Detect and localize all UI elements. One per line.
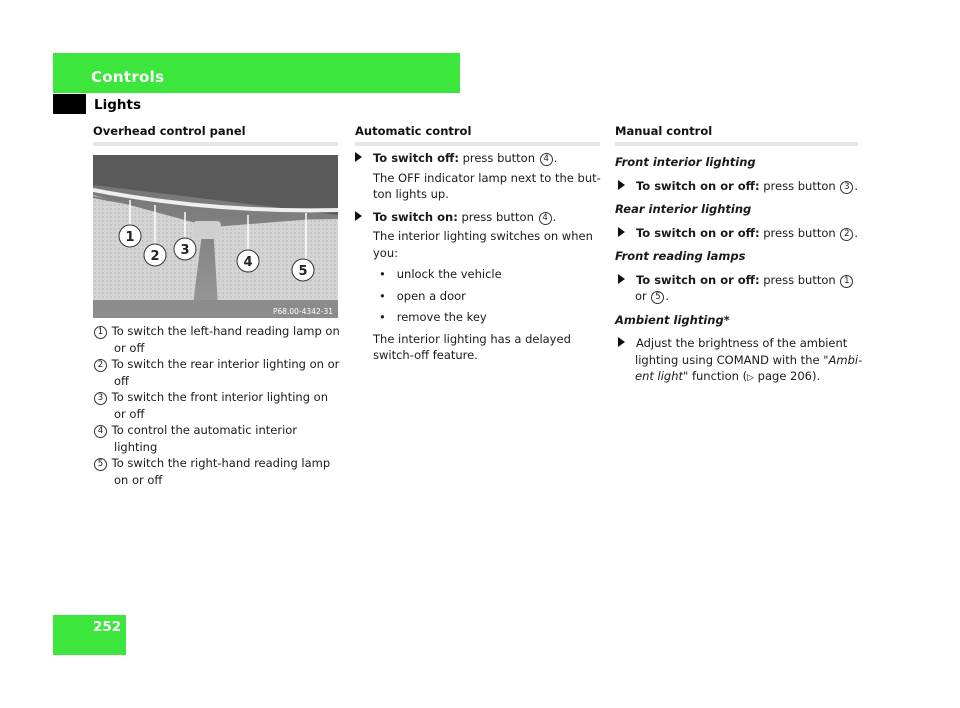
menu-name: "Ambi-	[823, 352, 863, 367]
subheading-rear-interior: Rear interior lighting	[615, 202, 752, 216]
para-line: you:	[373, 245, 399, 260]
legend-text-cont: on or off	[114, 472, 163, 487]
image-code: P68.00-4342-31	[272, 307, 333, 316]
punct: .	[553, 151, 558, 165]
menu-name: ent light"	[635, 369, 689, 383]
legend-text: To switch the rear interior lighting on or	[111, 357, 340, 371]
step-text: Adjust the brightness of the ambient	[635, 336, 848, 350]
para-line: ton lights up.	[373, 187, 449, 201]
legend-item-3	[93, 389, 343, 406]
legend-text: To control the automatic interior	[111, 423, 298, 437]
punct: .	[854, 178, 858, 193]
punct: .	[665, 289, 670, 303]
step-text: press button	[763, 272, 836, 287]
col1-rule	[93, 142, 338, 146]
step-front-interior	[615, 178, 865, 195]
step-rear-interior	[615, 225, 865, 242]
callout-3: 3	[180, 243, 190, 258]
num-badge: 2	[94, 359, 107, 372]
legend-text: To switch the right-hand reading lamp	[111, 456, 331, 470]
step-switch-off	[355, 150, 605, 167]
legend-item-4	[93, 422, 343, 439]
col2-rule	[355, 142, 600, 146]
arrow-icon	[618, 274, 625, 284]
page-number: 252	[93, 619, 122, 635]
legend-text: To switch the left-hand reading lamp on	[111, 324, 340, 338]
subsection-marker	[53, 94, 86, 114]
col3-rule	[615, 142, 858, 146]
num-badge: 4	[539, 212, 552, 225]
num-badge: 3	[840, 181, 853, 194]
num-badge: 5	[651, 291, 664, 304]
step-switch-on	[355, 209, 605, 226]
callout-5: 5	[298, 264, 308, 279]
bullet-item: • open a door	[379, 288, 466, 303]
num-badge: 4	[94, 425, 107, 438]
step-ambient	[615, 335, 865, 352]
num-badge: 4	[540, 153, 553, 166]
overhead-panel-photo	[93, 155, 338, 318]
bullet-text: remove the key	[396, 310, 487, 324]
subheading-reading-lamps: Front reading lamps	[615, 249, 746, 263]
legend-item-2	[93, 356, 343, 373]
step-label: To switch on:	[372, 209, 458, 224]
step-text: lighting using COMAND with the	[635, 352, 820, 367]
punct: .	[552, 209, 557, 224]
num-badge: 1	[94, 326, 107, 339]
step-text: press button	[462, 151, 535, 165]
step-label: To switch on or off:	[635, 272, 760, 287]
legend-text-cont: lighting	[114, 439, 158, 454]
step-text: or	[635, 289, 647, 303]
step-text: press button	[763, 225, 836, 240]
step-ambient-line3	[615, 368, 865, 387]
callout-1: 1	[125, 230, 135, 245]
para-line: The interior lighting has a delayed	[373, 331, 571, 346]
legend-item-5	[93, 455, 343, 472]
legend-item-1	[93, 323, 343, 340]
bullet-item: • remove the key	[379, 310, 487, 324]
step-label: To switch on or off:	[635, 225, 760, 240]
arrow-icon	[618, 180, 625, 190]
step-label: To switch on or off:	[635, 178, 760, 193]
para-line: switch-off feature.	[373, 348, 478, 362]
legend-text-cont: or off	[114, 340, 145, 355]
step-reading-lamps-cont	[615, 288, 865, 305]
step-text: function (	[691, 369, 748, 383]
section-title: Controls	[91, 68, 165, 86]
legend-text: To switch the front interior lighting on	[111, 390, 328, 404]
step-text: press button	[461, 209, 534, 224]
legend-list	[93, 323, 343, 488]
para-line: The OFF indicator lamp next to the but-	[373, 170, 601, 185]
page-ref-icon: ▷	[747, 373, 755, 383]
num-badge: 3	[94, 392, 107, 405]
num-badge: 5	[94, 458, 107, 471]
bullet-text: open a door	[396, 288, 466, 303]
legend-text-cont: or off	[114, 406, 145, 421]
step-label: To switch off:	[372, 151, 459, 165]
col2-heading: Automatic control	[355, 124, 472, 138]
callout-2: 2	[150, 249, 160, 264]
arrow-icon	[618, 227, 625, 237]
subheading-ambient: Ambient lighting*	[615, 312, 730, 327]
arrow-icon	[355, 152, 362, 162]
num-badge: 1	[840, 275, 853, 288]
arrow-icon	[618, 337, 625, 347]
step-reading-lamps	[615, 272, 865, 289]
page-ref[interactable]: page 206).	[757, 369, 821, 383]
num-badge: 2	[840, 228, 853, 241]
col3-heading: Manual control	[615, 124, 713, 138]
subsection-title: Lights	[94, 97, 141, 113]
bullet-text: unlock the vehicle	[396, 267, 502, 281]
step-text: press button	[763, 178, 836, 193]
arrow-icon	[355, 211, 362, 221]
automatic-control-text	[355, 150, 605, 364]
col1-heading: Overhead control panel	[93, 124, 246, 138]
para-line: The interior lighting switches on when	[373, 229, 593, 243]
legend-text-cont: off	[114, 373, 129, 388]
punct: .	[854, 225, 858, 240]
subheading-front-interior: Front interior lighting	[615, 155, 756, 169]
bullet-item: • unlock the vehicle	[379, 267, 502, 281]
manual-control-text	[615, 154, 865, 387]
step-ambient-line2	[615, 352, 865, 369]
callout-4: 4	[243, 255, 253, 270]
